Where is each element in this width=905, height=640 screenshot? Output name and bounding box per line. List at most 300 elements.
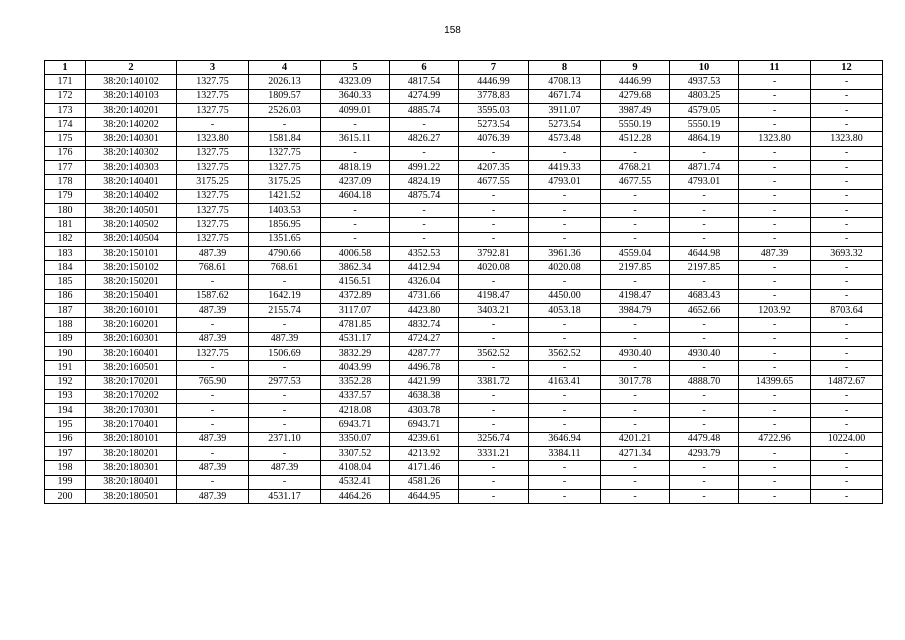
table-cell: - (670, 232, 739, 246)
table-cell: 5273.54 (459, 118, 529, 132)
table-cell: 4326.04 (390, 275, 459, 289)
table-cell: 4724.27 (390, 332, 459, 346)
table-cell: 4790.66 (249, 246, 321, 260)
table-cell: - (670, 489, 739, 503)
table-cell: - (670, 218, 739, 232)
table-row (45, 461, 883, 475)
table-cell: 4638.38 (390, 389, 459, 403)
table-cell: 38:20:170201 (86, 375, 177, 389)
table-cell: 174 (45, 118, 86, 132)
table-cell: - (811, 161, 883, 175)
table-cell: 4824.19 (390, 175, 459, 189)
table-row (45, 361, 883, 375)
table-cell: 1587.62 (177, 289, 249, 303)
table-cell: 3832.29 (321, 346, 390, 360)
table-cell: - (811, 447, 883, 461)
table-cell: 4198.47 (601, 289, 670, 303)
table-cell: - (177, 475, 249, 489)
table-cell: 487.39 (177, 432, 249, 446)
table-cell: 3595.03 (459, 103, 529, 117)
table-cell: 3562.52 (459, 346, 529, 360)
table-cell: 2197.85 (670, 261, 739, 275)
table-cell: 1327.75 (177, 146, 249, 160)
table-cell: 192 (45, 375, 86, 389)
table-cell: - (529, 389, 601, 403)
table-cell: 38:20:140501 (86, 203, 177, 217)
table-cell: - (670, 203, 739, 217)
table-cell: 197 (45, 447, 86, 461)
table-cell: 4722.96 (739, 432, 811, 446)
table-cell: 3331.21 (459, 447, 529, 461)
table-cell: 3961.36 (529, 246, 601, 260)
table-cell: 4803.25 (670, 89, 739, 103)
table-cell: 1327.75 (249, 146, 321, 160)
table-cell: 3646.94 (529, 432, 601, 446)
table-cell: 182 (45, 232, 86, 246)
table-cell: - (177, 447, 249, 461)
table-cell: 1327.75 (177, 161, 249, 175)
table-row (45, 389, 883, 403)
table-cell: - (177, 361, 249, 375)
table-cell: - (811, 189, 883, 203)
table-row (45, 203, 883, 217)
table-cell: 4053.18 (529, 304, 601, 318)
table-cell: - (529, 361, 601, 375)
column-header: 9 (601, 61, 670, 75)
table-cell: 4671.74 (529, 89, 601, 103)
table-cell: 38:20:140103 (86, 89, 177, 103)
table-cell: 38:20:170202 (86, 389, 177, 403)
table-cell: 6943.71 (390, 418, 459, 432)
table-cell: 38:20:140102 (86, 75, 177, 89)
table-cell: - (601, 461, 670, 475)
table-cell: - (739, 389, 811, 403)
table-cell: - (601, 146, 670, 160)
table-cell: - (739, 75, 811, 89)
table-cell: - (670, 146, 739, 160)
table-cell: 4512.28 (601, 132, 670, 146)
table-cell: 193 (45, 389, 86, 403)
table-cell: - (177, 318, 249, 332)
table-cell: - (459, 203, 529, 217)
table-cell: 38:20:170301 (86, 404, 177, 418)
table-cell: - (249, 447, 321, 461)
table-cell: - (529, 461, 601, 475)
table-cell: 4020.08 (459, 261, 529, 275)
table-cell: 2977.53 (249, 375, 321, 389)
table-cell: 4207.35 (459, 161, 529, 175)
table-cell: 4020.08 (529, 261, 601, 275)
table-cell: 172 (45, 89, 86, 103)
table-cell: 176 (45, 146, 86, 160)
table-cell: 188 (45, 318, 86, 332)
table-cell: 38:20:180501 (86, 489, 177, 503)
table-cell: 4323.09 (321, 75, 390, 89)
table-cell: - (739, 203, 811, 217)
table-cell: 3384.11 (529, 447, 601, 461)
table-cell: 487.39 (739, 246, 811, 260)
table-cell: 1327.75 (177, 189, 249, 203)
table-cell: - (739, 404, 811, 418)
table-cell: 4864.19 (670, 132, 739, 146)
table-cell: 3911.07 (529, 103, 601, 117)
table-cell: 1809.57 (249, 89, 321, 103)
table-cell: - (529, 146, 601, 160)
table-cell: 4450.00 (529, 289, 601, 303)
table-cell: 4793.01 (670, 175, 739, 189)
table-cell: 3381.72 (459, 375, 529, 389)
table-cell: 4817.54 (390, 75, 459, 89)
table-body (45, 75, 883, 504)
table-cell: - (459, 332, 529, 346)
table-cell: - (601, 203, 670, 217)
table-row (45, 132, 883, 146)
table-cell: 4352.53 (390, 246, 459, 260)
table-cell: - (177, 418, 249, 432)
table-cell: - (601, 318, 670, 332)
table-cell: - (811, 332, 883, 346)
table-cell: 4043.99 (321, 361, 390, 375)
table-cell: - (177, 404, 249, 418)
table-cell: 3640.33 (321, 89, 390, 103)
table-cell: - (529, 418, 601, 432)
table-cell: 4171.46 (390, 461, 459, 475)
table-cell: 3792.81 (459, 246, 529, 260)
table-cell: 4581.26 (390, 475, 459, 489)
table-cell: - (459, 461, 529, 475)
table-row (45, 146, 883, 160)
table-cell: 38:20:140303 (86, 161, 177, 175)
column-header: 3 (177, 61, 249, 75)
table-cell: - (249, 389, 321, 403)
table-cell: - (811, 289, 883, 303)
table-cell: 4303.78 (390, 404, 459, 418)
table-cell: - (249, 475, 321, 489)
table-cell: - (739, 361, 811, 375)
table-cell: 4579.05 (670, 103, 739, 117)
table-cell: 487.39 (249, 461, 321, 475)
table-cell: - (601, 418, 670, 432)
table-row (45, 218, 883, 232)
table-cell: 1327.75 (177, 218, 249, 232)
table-cell: - (811, 146, 883, 160)
table-cell: - (390, 218, 459, 232)
page-number: 158 (444, 25, 461, 36)
table-cell: 2371.10 (249, 432, 321, 446)
table-cell: 6943.71 (321, 418, 390, 432)
table-cell: - (390, 146, 459, 160)
table-cell: 4683.43 (670, 289, 739, 303)
table-cell: - (249, 318, 321, 332)
table-cell: 4532.41 (321, 475, 390, 489)
table-cell: 4464.26 (321, 489, 390, 503)
table-cell: 3984.79 (601, 304, 670, 318)
table-cell: 4781.85 (321, 318, 390, 332)
table-cell: 1327.75 (177, 75, 249, 89)
table-cell: - (321, 146, 390, 160)
table-cell: - (529, 318, 601, 332)
table-cell: - (811, 389, 883, 403)
table-cell: - (670, 275, 739, 289)
table-cell: 185 (45, 275, 86, 289)
table-cell: 3987.49 (601, 103, 670, 117)
table-cell: - (601, 475, 670, 489)
table-cell: - (601, 275, 670, 289)
table-cell: - (177, 389, 249, 403)
table-cell: - (739, 475, 811, 489)
table-cell: 1327.75 (177, 103, 249, 117)
table-cell: 38:20:170401 (86, 418, 177, 432)
table-cell: - (601, 489, 670, 503)
table-cell: - (811, 489, 883, 503)
table-cell: - (811, 261, 883, 275)
column-header: 10 (670, 61, 739, 75)
table-cell: 4156.51 (321, 275, 390, 289)
table-cell: 194 (45, 404, 86, 418)
table-cell: 4108.04 (321, 461, 390, 475)
table-cell: - (249, 118, 321, 132)
table-cell: 38:20:160201 (86, 318, 177, 332)
table-cell: 4412.94 (390, 261, 459, 275)
table-cell: 1327.75 (177, 89, 249, 103)
table-cell: 4496.78 (390, 361, 459, 375)
table-cell: 3017.78 (601, 375, 670, 389)
table-cell: 4446.99 (601, 75, 670, 89)
column-header: 2 (86, 61, 177, 75)
table-cell: 4871.74 (670, 161, 739, 175)
table-cell: 4271.34 (601, 447, 670, 461)
table-cell: - (739, 418, 811, 432)
table-cell: 1327.75 (177, 232, 249, 246)
table-cell: 3778.83 (459, 89, 529, 103)
table-cell: - (670, 404, 739, 418)
table-cell: 189 (45, 332, 86, 346)
table-cell: 4888.70 (670, 375, 739, 389)
table-cell: - (811, 103, 883, 117)
table-cell: - (739, 89, 811, 103)
table-cell: 4237.09 (321, 175, 390, 189)
table-cell: - (459, 146, 529, 160)
table-cell: - (601, 389, 670, 403)
table-cell: 4559.04 (601, 246, 670, 260)
table-cell: 1327.75 (177, 203, 249, 217)
table-cell: - (811, 218, 883, 232)
table-cell: - (811, 404, 883, 418)
table-cell: 5550.19 (601, 118, 670, 132)
table-cell: 38:20:180101 (86, 432, 177, 446)
table-cell: - (811, 75, 883, 89)
table-cell: - (459, 404, 529, 418)
table-cell: 38:20:160101 (86, 304, 177, 318)
table-cell: - (739, 318, 811, 332)
table-cell: 4768.21 (601, 161, 670, 175)
table-cell: 4337.57 (321, 389, 390, 403)
table-cell: - (601, 361, 670, 375)
table-cell: - (670, 332, 739, 346)
table-cell: - (811, 361, 883, 375)
table-row (45, 332, 883, 346)
table-cell: - (529, 203, 601, 217)
table-cell: 38:20:140302 (86, 146, 177, 160)
table-cell: - (321, 232, 390, 246)
column-header: 12 (811, 61, 883, 75)
column-header: 8 (529, 61, 601, 75)
table-cell: - (249, 361, 321, 375)
table-cell: 4372.89 (321, 289, 390, 303)
table-cell: - (601, 332, 670, 346)
table-cell: - (249, 418, 321, 432)
table-cell: - (739, 261, 811, 275)
table-cell: 4937.53 (670, 75, 739, 89)
table-cell: - (811, 461, 883, 475)
table-cell: 1642.19 (249, 289, 321, 303)
table-cell: 38:20:180401 (86, 475, 177, 489)
table-cell: 4421.99 (390, 375, 459, 389)
table-cell: - (529, 489, 601, 503)
table-cell: - (811, 89, 883, 103)
column-header: 4 (249, 61, 321, 75)
table-cell: 4531.17 (321, 332, 390, 346)
table-cell: 4293.79 (670, 447, 739, 461)
table-cell: - (670, 361, 739, 375)
table-cell: 4644.98 (670, 246, 739, 260)
table-cell: 3175.25 (249, 175, 321, 189)
table-cell: 200 (45, 489, 86, 503)
table-cell: - (249, 275, 321, 289)
table-cell: - (321, 218, 390, 232)
table-cell: - (739, 332, 811, 346)
column-header: 6 (390, 61, 459, 75)
data-table (44, 60, 883, 504)
table-cell: - (811, 475, 883, 489)
table-cell: - (249, 404, 321, 418)
table-cell: 4677.55 (601, 175, 670, 189)
table-cell: 2526.03 (249, 103, 321, 117)
table-cell: 184 (45, 261, 86, 275)
table-header-row (45, 61, 883, 75)
table-cell: 3352.28 (321, 375, 390, 389)
column-header: 5 (321, 61, 390, 75)
table-cell: 1403.53 (249, 203, 321, 217)
table-cell: 186 (45, 289, 86, 303)
table-cell: - (459, 189, 529, 203)
table-cell: 4708.13 (529, 75, 601, 89)
table-cell: 487.39 (177, 332, 249, 346)
table-cell: 1327.75 (249, 161, 321, 175)
table-cell: 3562.52 (529, 346, 601, 360)
table-cell: - (811, 232, 883, 246)
table-cell: - (811, 318, 883, 332)
table-cell: - (529, 275, 601, 289)
table-cell: 2026.13 (249, 75, 321, 89)
table-cell: 38:20:180301 (86, 461, 177, 475)
table-cell: 3693.32 (811, 246, 883, 260)
table-cell: - (321, 118, 390, 132)
table-cell: 4076.39 (459, 132, 529, 146)
table-cell: - (459, 218, 529, 232)
table-cell: 4198.47 (459, 289, 529, 303)
table-cell: 4604.18 (321, 189, 390, 203)
table-cell: - (739, 103, 811, 117)
table-cell: 38:20:150101 (86, 246, 177, 260)
table-row (45, 189, 883, 203)
table-cell: - (601, 218, 670, 232)
table-row (45, 246, 883, 260)
table-cell: 38:20:140401 (86, 175, 177, 189)
table-cell: 1421.52 (249, 189, 321, 203)
table-cell: - (177, 275, 249, 289)
table-cell: - (459, 361, 529, 375)
table-row (45, 89, 883, 103)
table-cell: 487.39 (177, 461, 249, 475)
table-cell: 38:20:140201 (86, 103, 177, 117)
table-cell: 198 (45, 461, 86, 475)
table-cell: 4239.61 (390, 432, 459, 446)
table-cell: - (670, 189, 739, 203)
table-cell: 4818.19 (321, 161, 390, 175)
table-cell: 14872.67 (811, 375, 883, 389)
table-row (45, 161, 883, 175)
table-cell: - (529, 232, 601, 246)
table-row (45, 175, 883, 189)
table-cell: 4423.80 (390, 304, 459, 318)
table-cell: 4531.17 (249, 489, 321, 503)
table-row (45, 118, 883, 132)
table-cell: 3862.34 (321, 261, 390, 275)
table-cell: - (670, 318, 739, 332)
table-cell: 3256.74 (459, 432, 529, 446)
table-cell: - (739, 189, 811, 203)
table-cell: 4099.01 (321, 103, 390, 117)
table-cell: 175 (45, 132, 86, 146)
table-cell: 4991.22 (390, 161, 459, 175)
table-cell: 38:20:150102 (86, 261, 177, 275)
table-cell: - (670, 475, 739, 489)
table-row (45, 375, 883, 389)
table-cell: - (739, 447, 811, 461)
table-cell: - (811, 275, 883, 289)
table-cell: 38:20:140202 (86, 118, 177, 132)
table-row (45, 418, 883, 432)
table-cell: 768.61 (249, 261, 321, 275)
table-cell: 187 (45, 304, 86, 318)
table-cell: - (811, 346, 883, 360)
table-cell: 487.39 (177, 246, 249, 260)
table-cell: 4573.48 (529, 132, 601, 146)
table-row (45, 475, 883, 489)
table-cell: - (601, 189, 670, 203)
table-cell: 4163.41 (529, 375, 601, 389)
table-cell: 199 (45, 475, 86, 489)
table-cell: 1323.80 (739, 132, 811, 146)
table-cell: - (459, 275, 529, 289)
table-cell: - (811, 418, 883, 432)
table-cell: - (739, 346, 811, 360)
table-cell: - (459, 232, 529, 246)
table-cell: - (811, 118, 883, 132)
table-cell: 4930.40 (601, 346, 670, 360)
table-cell: 768.61 (177, 261, 249, 275)
table-cell: - (459, 318, 529, 332)
table-cell: 4201.21 (601, 432, 670, 446)
table-cell: 191 (45, 361, 86, 375)
table-cell: - (739, 489, 811, 503)
table-cell: 195 (45, 418, 86, 432)
table-row (45, 346, 883, 360)
table-cell: 38:20:160301 (86, 332, 177, 346)
table-cell: 1327.75 (177, 346, 249, 360)
table-row (45, 289, 883, 303)
